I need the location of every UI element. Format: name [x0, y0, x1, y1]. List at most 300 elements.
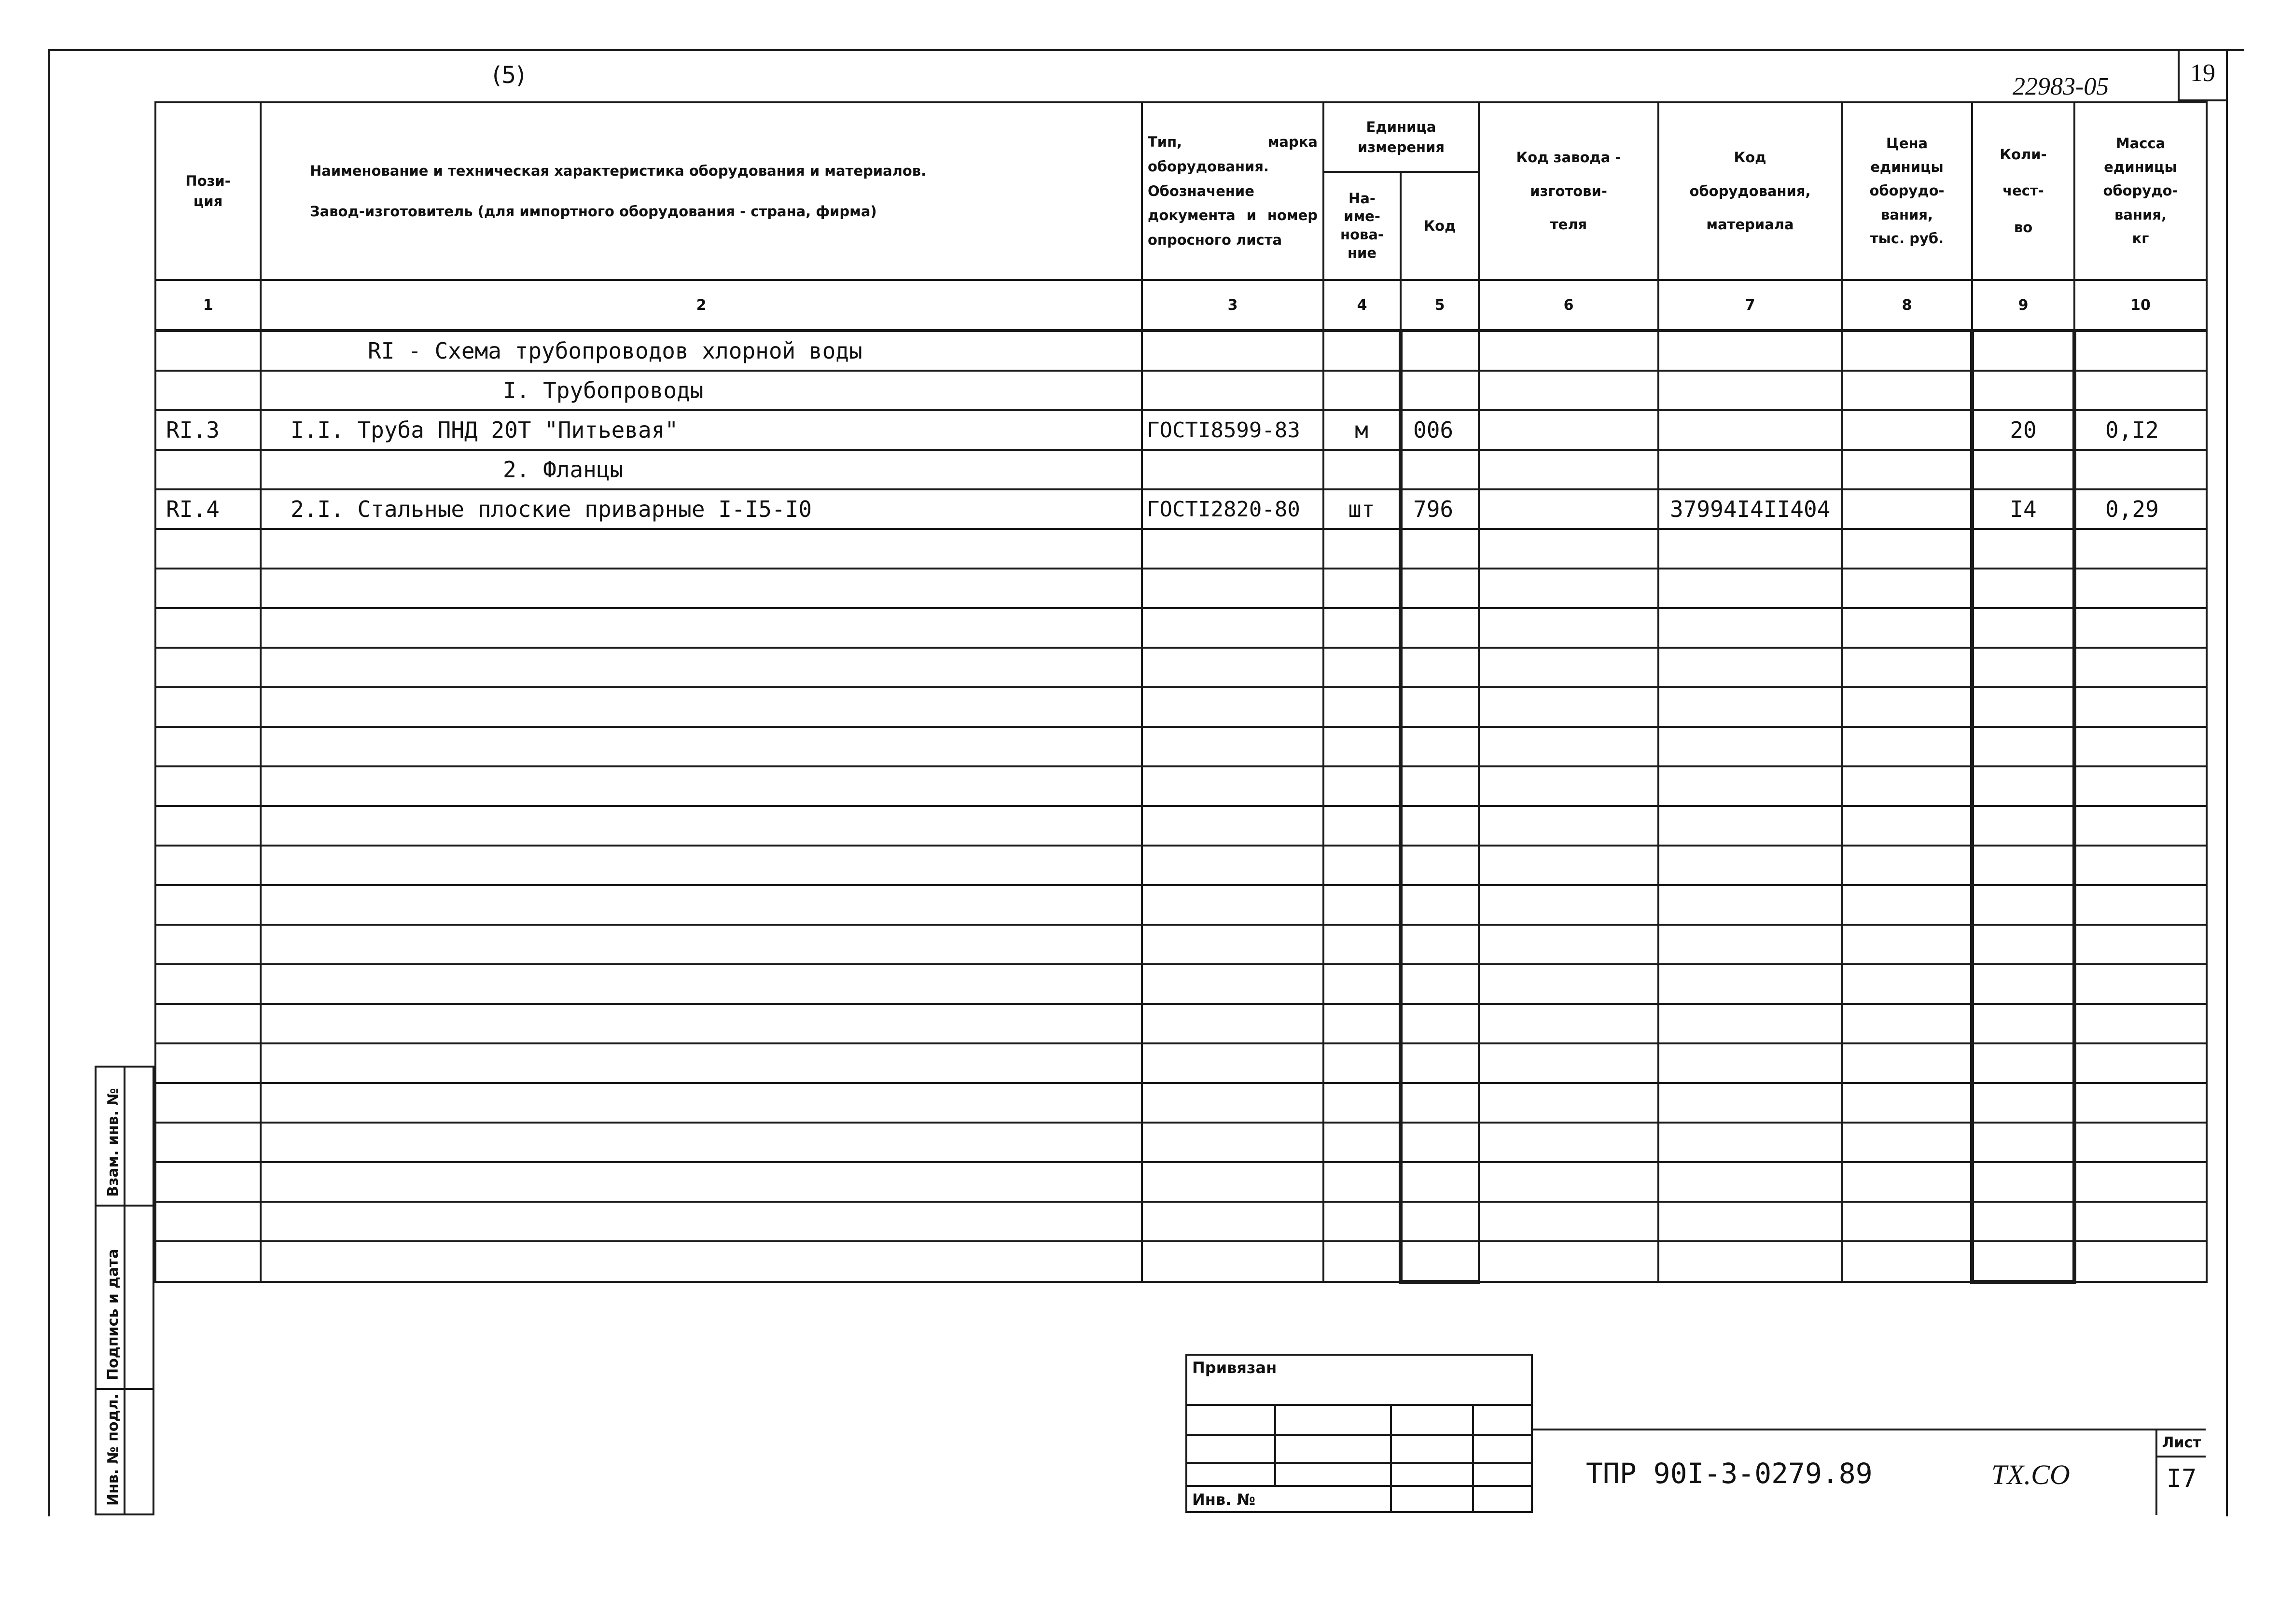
table-row-empty	[155, 1043, 2207, 1083]
cell-position	[155, 1241, 261, 1282]
table-row-empty	[155, 1123, 2207, 1162]
cell-unit-code	[1401, 1083, 1479, 1123]
cell-equip-code	[1658, 529, 1842, 569]
cell-price	[1842, 1083, 1972, 1123]
cell-unit	[1323, 846, 1401, 885]
cell-unit	[1323, 1202, 1401, 1241]
cell-unit-code	[1401, 608, 1479, 648]
stamp-line	[1185, 1434, 1533, 1436]
side-label-replace-inv: Взам. инв. №	[105, 1088, 122, 1197]
cell-position	[155, 371, 261, 410]
side-label-inv-no: Инв. № подл.	[105, 1393, 122, 1506]
stamp-bound-label: Привязан	[1192, 1359, 1277, 1377]
cell-factory-code	[1479, 648, 1658, 687]
stamp-inv-label: Инв. №	[1192, 1490, 1255, 1509]
cell-factory-code	[1479, 1083, 1658, 1123]
cell-unit	[1323, 766, 1401, 806]
col-header-unit-group: Единица измерения	[1323, 102, 1479, 172]
cell-equip-code	[1658, 410, 1842, 450]
cell-unit	[1323, 1083, 1401, 1123]
stamp-line	[1185, 1404, 1533, 1406]
cell-factory-code	[1479, 529, 1658, 569]
cell-type	[1142, 727, 1323, 766]
cell-equip-code	[1658, 1241, 1842, 1282]
cell-quantity	[1972, 925, 2074, 964]
cell-equip-code	[1658, 925, 1842, 964]
cell-mass	[2074, 964, 2207, 1004]
cell-equip-code	[1658, 1043, 1842, 1083]
cell-type	[1142, 450, 1323, 489]
cell-unit	[1323, 1162, 1401, 1202]
table-row	[155, 371, 2207, 410]
cell-quantity	[1972, 331, 2074, 371]
cell-unit	[1323, 608, 1401, 648]
cell-name	[261, 1202, 1142, 1241]
cell-position	[155, 885, 261, 925]
cell-position	[155, 450, 261, 489]
cell-factory-code	[1479, 1241, 1658, 1282]
cell-mass	[2074, 529, 2207, 569]
column-number: 2	[261, 280, 1142, 331]
cell-equip-code	[1658, 1162, 1842, 1202]
cell-mass	[2074, 608, 2207, 648]
col-header-mass: Масса единицы оборудо- вания, кг	[2074, 102, 2207, 280]
cell-factory-code	[1479, 450, 1658, 489]
cell-equip-code	[1658, 846, 1842, 885]
cell-name	[261, 1123, 1142, 1162]
cell-unit-code: 796	[1401, 489, 1479, 529]
cell-type	[1142, 687, 1323, 727]
col-header-unit-name: На- име- нова- ние	[1323, 172, 1401, 280]
table-row-empty	[155, 529, 2207, 569]
cell-quantity	[1972, 766, 2074, 806]
cell-mass	[2074, 687, 2207, 727]
cell-equip-code	[1658, 687, 1842, 727]
cell-unit-code	[1401, 1043, 1479, 1083]
cell-price	[1842, 1004, 1972, 1043]
cell-name	[261, 727, 1142, 766]
cell-type	[1142, 371, 1323, 410]
cell-quantity	[1972, 371, 2074, 410]
cell-quantity	[1972, 846, 2074, 885]
cell-equip-code	[1658, 727, 1842, 766]
cell-factory-code	[1479, 410, 1658, 450]
cell-price	[1842, 846, 1972, 885]
cell-factory-code	[1479, 1004, 1658, 1043]
cell-price	[1842, 648, 1972, 687]
column-number: 9	[1972, 280, 2074, 331]
column-number: 1	[155, 280, 261, 331]
col-header-type: Тип, марка оборудования. Обозначение документа и номер опросного листа	[1142, 102, 1323, 280]
cell-factory-code	[1479, 687, 1658, 727]
cell-position	[155, 569, 261, 608]
cell-quantity	[1972, 529, 2074, 569]
cell-mass	[2074, 1162, 2207, 1202]
cell-name: I. Трубопроводы	[261, 371, 1142, 410]
cell-mass	[2074, 925, 2207, 964]
cell-factory-code	[1479, 371, 1658, 410]
table-row-empty	[155, 1083, 2207, 1123]
table-row-empty	[155, 964, 2207, 1004]
table-row-empty	[155, 925, 2207, 964]
cell-name	[261, 1083, 1142, 1123]
cell-type	[1142, 1004, 1323, 1043]
cell-unit: шт	[1323, 489, 1401, 529]
stamp-line	[1185, 1485, 1533, 1487]
cell-name	[261, 608, 1142, 648]
cell-quantity	[1972, 1043, 2074, 1083]
col-header-quantity: Коли- чест- во	[1972, 102, 2074, 280]
stamp-border	[1185, 1354, 1533, 1513]
cell-type	[1142, 925, 1323, 964]
cell-price	[1842, 331, 1972, 371]
cell-factory-code	[1479, 331, 1658, 371]
cell-type	[1142, 569, 1323, 608]
col-header-factory-code: Код завода - изготови- теля	[1479, 102, 1658, 280]
cell-equip-code	[1658, 608, 1842, 648]
cell-unit-code	[1401, 371, 1479, 410]
cell-factory-code	[1479, 1202, 1658, 1241]
cell-unit-code	[1401, 569, 1479, 608]
cell-name	[261, 964, 1142, 1004]
col-header-position: Пози- ция	[155, 102, 261, 280]
cell-mass	[2074, 846, 2207, 885]
cell-quantity: I4	[1972, 489, 2074, 529]
cell-mass	[2074, 1202, 2207, 1241]
cell-mass	[2074, 331, 2207, 371]
table-row-empty	[155, 727, 2207, 766]
cell-equip-code	[1658, 331, 1842, 371]
column-number: 8	[1842, 280, 1972, 331]
cell-factory-code	[1479, 964, 1658, 1004]
cell-price	[1842, 1162, 1972, 1202]
cell-quantity	[1972, 1202, 2074, 1241]
cell-name	[261, 846, 1142, 885]
cell-unit-code	[1401, 450, 1479, 489]
column-number: 6	[1479, 280, 1658, 331]
frame-left	[48, 49, 50, 1516]
col-header-price: Цена единицы оборудо- вания, тыс. руб.	[1842, 102, 1972, 280]
cell-unit	[1323, 687, 1401, 727]
cell-equip-code	[1658, 450, 1842, 489]
cell-factory-code	[1479, 489, 1658, 529]
cell-price	[1842, 1202, 1972, 1241]
cell-quantity	[1972, 885, 2074, 925]
cell-unit	[1323, 648, 1401, 687]
cell-unit	[1323, 1004, 1401, 1043]
cell-price	[1842, 450, 1972, 489]
cell-mass	[2074, 1004, 2207, 1043]
cell-type	[1142, 806, 1323, 846]
cell-mass	[2074, 450, 2207, 489]
cell-type	[1142, 1202, 1323, 1241]
cell-equip-code	[1658, 766, 1842, 806]
cell-unit	[1323, 371, 1401, 410]
cell-unit-code	[1401, 925, 1479, 964]
cell-equip-code	[1658, 1004, 1842, 1043]
cell-quantity	[1972, 964, 2074, 1004]
cell-position	[155, 1162, 261, 1202]
cell-unit: м	[1323, 410, 1401, 450]
cell-type	[1142, 1162, 1323, 1202]
cell-position	[155, 648, 261, 687]
cell-unit	[1323, 885, 1401, 925]
cell-price	[1842, 608, 1972, 648]
cell-unit	[1323, 964, 1401, 1004]
cell-unit	[1323, 1043, 1401, 1083]
cell-type	[1142, 1083, 1323, 1123]
cell-mass	[2074, 1123, 2207, 1162]
frame-top	[48, 49, 2244, 51]
cell-factory-code	[1479, 846, 1658, 885]
cell-factory-code	[1479, 925, 1658, 964]
cell-unit-code	[1401, 885, 1479, 925]
cell-unit	[1323, 529, 1401, 569]
cell-price	[1842, 1241, 1972, 1282]
cell-equip-code	[1658, 371, 1842, 410]
cell-unit-code	[1401, 1162, 1479, 1202]
cell-unit	[1323, 806, 1401, 846]
cell-price	[1842, 489, 1972, 529]
cell-mass	[2074, 806, 2207, 846]
cell-unit-code	[1401, 727, 1479, 766]
cell-type	[1142, 964, 1323, 1004]
col-header-equip-code: Код оборудования, материала	[1658, 102, 1842, 280]
cell-position	[155, 687, 261, 727]
cell-unit-code: 006	[1401, 410, 1479, 450]
column-number: 10	[2074, 280, 2207, 331]
cell-name: RI - Схема трубопроводов хлорной воды	[261, 331, 1142, 371]
cell-quantity	[1972, 648, 2074, 687]
corner-page-number: 19	[2178, 49, 2226, 101]
document-mark: ТХ.СО	[1991, 1459, 2070, 1490]
cell-factory-code	[1479, 608, 1658, 648]
cell-price	[1842, 806, 1972, 846]
table-row-empty	[155, 1162, 2207, 1202]
cell-quantity	[1972, 1123, 2074, 1162]
cell-unit	[1323, 1241, 1401, 1282]
stamp-line	[1185, 1462, 1533, 1464]
cell-type	[1142, 529, 1323, 569]
cell-unit	[1323, 569, 1401, 608]
cell-mass	[2074, 1043, 2207, 1083]
table-row-empty	[155, 687, 2207, 727]
title-block	[1533, 1429, 2206, 1513]
document-code: ТПР 90I-3-0279.89	[1586, 1457, 1873, 1490]
cell-unit	[1323, 727, 1401, 766]
cell-factory-code	[1479, 569, 1658, 608]
col-header-name: Наименование и техническая характеристика оборудования и материалов. Завод-изготовитель (для импортного оборудования - страна, фирма)	[261, 102, 1142, 280]
cell-name	[261, 569, 1142, 608]
cell-equip-code	[1658, 1202, 1842, 1241]
cell-position	[155, 925, 261, 964]
cell-equip-code	[1658, 964, 1842, 1004]
column-number: 3	[1142, 280, 1323, 331]
table-row-empty	[155, 846, 2207, 885]
cell-price	[1842, 727, 1972, 766]
cell-position: RI.3	[155, 410, 261, 450]
cell-mass	[2074, 1241, 2207, 1282]
table-row-empty	[155, 1241, 2207, 1282]
cell-factory-code	[1479, 806, 1658, 846]
cell-equip-code	[1658, 1083, 1842, 1123]
frame-right	[2226, 49, 2228, 1516]
cell-equip-code	[1658, 885, 1842, 925]
cell-unit-code	[1401, 687, 1479, 727]
cell-mass	[2074, 648, 2207, 687]
column-number: 4	[1323, 280, 1401, 331]
side-label-sign-date: Подпись и дата	[105, 1249, 122, 1380]
cell-position	[155, 806, 261, 846]
cell-unit	[1323, 925, 1401, 964]
stamp-line	[1390, 1404, 1392, 1513]
specification-table	[154, 101, 2208, 1284]
column-number: 7	[1658, 280, 1842, 331]
cell-unit-code	[1401, 331, 1479, 371]
cell-name	[261, 925, 1142, 964]
cell-quantity	[1972, 608, 2074, 648]
cell-type	[1142, 648, 1323, 687]
sheet-number: I7	[2166, 1464, 2197, 1493]
side-cell-sign-date	[97, 1207, 153, 1390]
col-header-unit-code: Код	[1401, 172, 1479, 280]
cell-unit-code	[1401, 846, 1479, 885]
cell-factory-code	[1479, 766, 1658, 806]
cell-name	[261, 885, 1142, 925]
cell-quantity	[1972, 450, 2074, 489]
cell-position	[155, 1083, 261, 1123]
cell-mass	[2074, 885, 2207, 925]
cell-equip-code	[1658, 648, 1842, 687]
table-row	[155, 450, 2207, 489]
cell-quantity	[1972, 1241, 2074, 1282]
cell-unit-code	[1401, 806, 1479, 846]
cell-position	[155, 529, 261, 569]
cell-price	[1842, 529, 1972, 569]
cell-factory-code	[1479, 885, 1658, 925]
table-row-empty	[155, 569, 2207, 608]
cell-mass	[2074, 371, 2207, 410]
cell-price	[1842, 964, 1972, 1004]
cell-factory-code	[1479, 727, 1658, 766]
cell-unit-code	[1401, 1123, 1479, 1162]
cell-unit-code	[1401, 1241, 1479, 1282]
cell-name	[261, 1162, 1142, 1202]
cell-equip-code: 37994I4II404	[1658, 489, 1842, 529]
cell-quantity	[1972, 687, 2074, 727]
cell-price	[1842, 569, 1972, 608]
table-row-empty	[155, 1202, 2207, 1241]
cell-position	[155, 331, 261, 371]
cell-position	[155, 608, 261, 648]
cell-type	[1142, 1241, 1323, 1282]
cell-type	[1142, 608, 1323, 648]
table-row-empty	[155, 885, 2207, 925]
cell-quantity	[1972, 1083, 2074, 1123]
cell-position	[155, 766, 261, 806]
table-row-empty	[155, 1004, 2207, 1043]
cell-unit	[1323, 331, 1401, 371]
sheet-box	[2155, 1430, 2206, 1515]
cell-factory-code	[1479, 1043, 1658, 1083]
cell-equip-code	[1658, 1123, 1842, 1162]
cell-mass	[2074, 569, 2207, 608]
stamp-line	[1274, 1404, 1276, 1485]
cell-name	[261, 687, 1142, 727]
cell-equip-code	[1658, 806, 1842, 846]
cell-name: 2.I. Стальные плоские приварные I-I5-I0	[261, 489, 1142, 529]
cell-mass	[2074, 727, 2207, 766]
cell-unit-code	[1401, 529, 1479, 569]
cell-factory-code	[1479, 1162, 1658, 1202]
cell-position	[155, 1202, 261, 1241]
cell-quantity	[1972, 806, 2074, 846]
side-cell-inv-no	[97, 1390, 153, 1513]
cell-position	[155, 1004, 261, 1043]
cell-quantity	[1972, 569, 2074, 608]
cell-type	[1142, 766, 1323, 806]
cell-position	[155, 727, 261, 766]
table-row	[155, 410, 2207, 450]
cell-name	[261, 648, 1142, 687]
cell-unit-code	[1401, 1004, 1479, 1043]
cell-name: I.I. Труба ПНД 20Т "Питьевая"	[261, 410, 1142, 450]
cell-quantity: 20	[1972, 410, 2074, 450]
cell-position	[155, 1043, 261, 1083]
cell-price	[1842, 687, 1972, 727]
cell-price	[1842, 410, 1972, 450]
cell-type	[1142, 331, 1323, 371]
cell-name	[261, 1004, 1142, 1043]
cell-unit-code	[1401, 1202, 1479, 1241]
column-number: 5	[1401, 280, 1479, 331]
cell-name	[261, 806, 1142, 846]
cell-position	[155, 964, 261, 1004]
table-row	[155, 489, 2207, 529]
cell-name	[261, 1241, 1142, 1282]
cell-type: ГОСТI2820-80	[1142, 489, 1323, 529]
cell-price	[1842, 925, 1972, 964]
cell-price	[1842, 1043, 1972, 1083]
cell-mass: 0,29	[2074, 489, 2207, 529]
cell-position	[155, 1123, 261, 1162]
table-row-empty	[155, 608, 2207, 648]
cell-equip-code	[1658, 569, 1842, 608]
side-stamp-strip	[95, 1066, 154, 1515]
cell-type	[1142, 885, 1323, 925]
sheet-label: Лист	[2157, 1430, 2206, 1457]
table-row	[155, 331, 2207, 371]
cell-type	[1142, 846, 1323, 885]
cell-type	[1142, 1123, 1323, 1162]
cell-unit-code	[1401, 648, 1479, 687]
cell-quantity	[1972, 727, 2074, 766]
cell-price	[1842, 1123, 1972, 1162]
cell-price	[1842, 371, 1972, 410]
copy-number: 22983-05	[2013, 73, 2109, 100]
table-row-empty	[155, 806, 2207, 846]
cell-price	[1842, 885, 1972, 925]
cell-position	[155, 846, 261, 885]
cell-name	[261, 1043, 1142, 1083]
cell-position: RI.4	[155, 489, 261, 529]
cell-factory-code	[1479, 1123, 1658, 1162]
page-mark: (5)	[492, 62, 525, 89]
cell-mass: 0,I2	[2074, 410, 2207, 450]
cell-name: 2. Фланцы	[261, 450, 1142, 489]
cell-name	[261, 766, 1142, 806]
cell-mass	[2074, 766, 2207, 806]
